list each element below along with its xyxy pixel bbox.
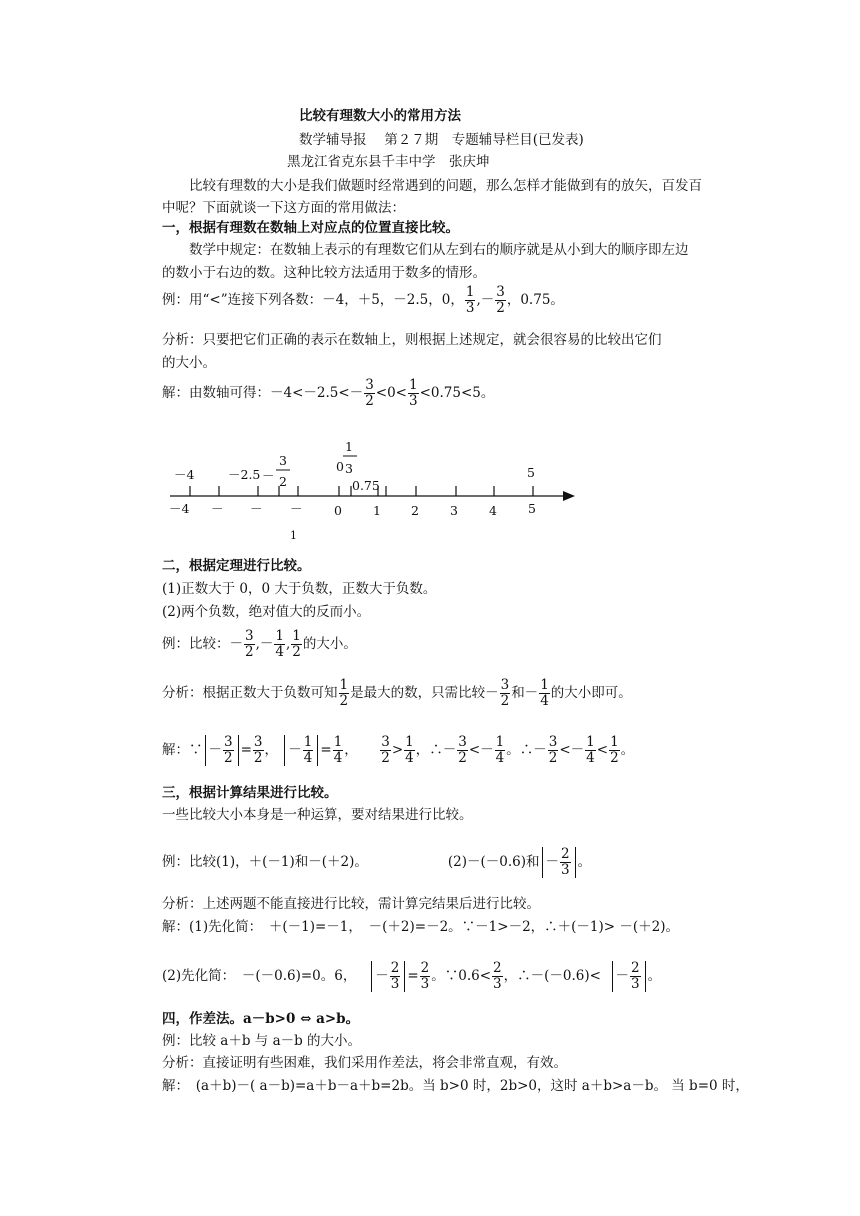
fraction-one-half: $\frac{1}{2}$ xyxy=(610,734,619,766)
fraction-two-thirds: $\frac{2}{3}$ xyxy=(420,960,430,992)
number-line-diagram xyxy=(0,0,860,560)
s1-rule-line-1: 数学中规定：在数轴上表示的有理数它们从左到右的顺序就是从小到大的顺序即左边 xyxy=(189,242,689,258)
label-neg4: －4 xyxy=(169,501,190,516)
intro-line-2: 中呢？下面就谈一下这方面的常用做法： xyxy=(162,200,405,216)
label-three: 3 xyxy=(450,503,458,518)
fraction-one-quarter: $\frac{1}{4}$ xyxy=(540,677,549,709)
s3-example: 例：比较(1)，＋(－1)和－(＋2)。 (2)－(－0.6)和 － $\frac{2}{3}$ 。 xyxy=(162,846,592,878)
s3-analysis: 分析：上述两题不能直接进行比较，需计算完结果后进行比较。 xyxy=(162,896,540,912)
fraction-three-halves: $\frac{3}{2}$ xyxy=(245,628,254,660)
fraction-two-thirds: $\frac{2}{3}$ xyxy=(561,846,570,878)
label-two: 2 xyxy=(411,503,419,518)
fraction-three-halves: $\frac{3}{2}$ xyxy=(496,284,505,316)
label-one-third-den: 3 xyxy=(345,461,353,476)
s2-solution: 解：∵ － $\frac{3}{2}$ = $\frac{3}{2}$ ， － $\frac{1}{4}$ = $\frac{1}{4}$ ， $\frac{3}{2}$ > $\frac{1}{4}$ ，∴－ $\frac{3}{2}$ <－ $\frac{1}{4}$ 。∴－ $\frac{3}{2}$ <－ $\frac{1}{4}$ < $\frac{1}{2}$ 。 xyxy=(162,734,635,766)
fraction-one-quarter: $\frac{1}{4}$ xyxy=(495,734,505,766)
fraction-two-thirds: $\frac{2}{3}$ xyxy=(631,960,640,992)
fraction-three-halves: $\frac{3}{2}$ xyxy=(224,734,233,766)
label-zero-top: 0 xyxy=(336,459,344,474)
fraction-one-half: $\frac{1}{2}$ xyxy=(339,677,349,709)
page-title: 比较有理数大小的常用方法 xyxy=(299,108,461,124)
label-neg2-5-top: －2.5 xyxy=(228,467,261,482)
label-five-top: 5 xyxy=(527,465,535,480)
label-dash: － xyxy=(211,501,224,516)
section-4-heading: 四，作差法。a－b>0 ⇔ a>b。 xyxy=(162,1011,360,1027)
s2-point-1: (1)正数大于 0，0 大于负数，正数大于负数。 xyxy=(162,581,437,597)
source-line: 数学辅导报 第２７期 专题辅导栏目(已发表) xyxy=(299,132,584,148)
label-0-75-top: 0.75 xyxy=(352,478,380,493)
fraction-one-third: $\frac{1}{3}$ xyxy=(409,377,418,409)
s2-point-2: (2)两个负数，绝对值大的反而小。 xyxy=(162,604,371,620)
fraction-three-halves: $\frac{3}{2}$ xyxy=(365,377,374,409)
label-five: 5 xyxy=(528,501,536,516)
author-line: 黑龙江省克东县千丰中学 张庆坤 xyxy=(287,154,490,170)
stray-mark: 1 xyxy=(290,529,297,542)
absolute-value: － $\frac{2}{3}$ xyxy=(542,847,576,878)
fraction-three-halves: $\frac{3}{2}$ xyxy=(548,734,558,766)
fraction-one-quarter: $\frac{1}{4}$ xyxy=(586,734,595,766)
s1-analysis-line-2: 的大小。 xyxy=(162,355,216,371)
s4-example: 例：比较 a＋b 与 a－b 的大小。 xyxy=(162,1033,362,1049)
label-one: 1 xyxy=(373,503,381,518)
fraction-three-halves: $\frac{3}{2}$ xyxy=(381,734,390,766)
label-three-halves-den: 2 xyxy=(279,474,287,489)
label-four: 4 xyxy=(489,503,497,518)
fraction-two-thirds: $\frac{2}{3}$ xyxy=(390,960,400,992)
fraction-three-halves: $\frac{3}{2}$ xyxy=(458,734,467,766)
label-neg4-top: －4 xyxy=(174,467,195,482)
fraction-two-thirds: $\frac{2}{3}$ xyxy=(493,960,502,992)
label-dash: － xyxy=(250,501,263,516)
s1-analysis-line-1: 分析：只要把它们正确的表示在数轴上，则根据上述规定，就会很容易的比较出它们 xyxy=(162,332,662,348)
s2-analysis: 分析：根据正数大于负数可知 $\frac{1}{2}$ 是最大的数，只需比较－ $\frac{3}{2}$ 和－ $\frac{1}{4}$ 的大小即可。 xyxy=(162,677,632,709)
section-3-heading: 三，根据计算结果进行比较。 xyxy=(162,785,338,801)
label-neg-sign-top: － xyxy=(262,468,275,483)
s1-example: 例：用“<”连接下列各数：－4，＋5，－2.5，0， $\frac{1}{3}$ ,－ $\frac{3}{2}$ ，0.75。 xyxy=(162,284,564,316)
absolute-value: － $\frac{1}{4}$ xyxy=(284,735,318,766)
fraction-three-halves: $\frac{3}{2}$ xyxy=(253,734,263,766)
s3-solution-1: 解：(1)先化简： ＋(－1)=－1， －(＋2)=－2。∵－1>－2，∴＋(－1)> －(＋2)。 xyxy=(162,919,680,935)
absolute-value: － $\frac{3}{2}$ xyxy=(205,735,239,766)
axis-arrow-icon xyxy=(563,491,575,501)
absolute-value: － $\frac{2}{3}$ xyxy=(612,961,646,992)
section-1-heading: 一，根据有理数在数轴上对应点的位置直接比较。 xyxy=(162,220,459,236)
s3-intro: 一些比较大小本身是一种运算，要对结果进行比较。 xyxy=(162,807,473,823)
section-2-heading: 二，根据定理进行比较。 xyxy=(162,558,311,574)
s1-rule-line-2: 的数小于右边的数。这种比较方法适用于数多的情形。 xyxy=(162,265,486,281)
absolute-value: － $\frac{2}{3}$ xyxy=(371,961,405,992)
s1-solution: 解：由数轴可得：－4<－2.5<－ $\frac{3}{2}$ <0< $\frac{1}{3}$ <0.75<5。 xyxy=(162,377,495,409)
fraction-one-quarter: $\frac{1}{4}$ xyxy=(333,734,343,766)
s2-example: 例：比较：－ $\frac{3}{2}$ ,－ $\frac{1}{4}$ , $\frac{1}{2}$ 的大小。 xyxy=(162,628,357,660)
s4-analysis: 分析：直接证明有些困难，我们采用作差法，将会非常直观，有效。 xyxy=(162,1055,567,1071)
label-three-halves-num: 3 xyxy=(279,453,287,468)
s3-solution-2: (2)先化简： －(－0.6)=0。6， － $\frac{2}{3}$ = $\frac{2}{3}$ 。∵0.6< $\frac{2}{3}$ ，∴－(－0.6)< － $\frac{2}{3}$ 。 xyxy=(162,960,662,992)
fraction-one-quarter: $\frac{1}{4}$ xyxy=(405,734,414,766)
label-one-third-num: 1 xyxy=(345,439,353,454)
label-zero: 0 xyxy=(334,503,342,518)
intro-line-1: 比较有理数的大小是我们做题时经常遇到的问题，那么怎样才能做到有的放矢，百发百 xyxy=(189,178,702,194)
s4-solution: 解： (a＋b)－( a－b)=a＋b－a＋b=2b。当 b>0 时，2b>0，这时 a＋b>a－b。 当 b=0 时， xyxy=(162,1078,749,1094)
label-dash: － xyxy=(290,501,303,516)
fraction-three-halves: $\frac{3}{2}$ xyxy=(500,677,510,709)
fraction-one-half: $\frac{1}{2}$ xyxy=(292,628,301,660)
fraction-one-quarter: $\frac{1}{4}$ xyxy=(275,628,284,660)
fraction-one-quarter: $\frac{1}{4}$ xyxy=(303,734,313,766)
fraction-one-third: $\frac{1}{3}$ xyxy=(465,284,475,316)
